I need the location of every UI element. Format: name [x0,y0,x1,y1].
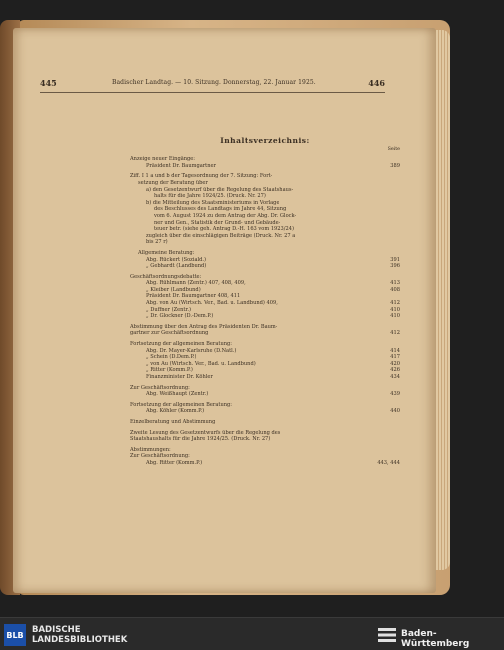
toc-line-text: Abg. Weißhaupt (Zentr.) [146,391,209,398]
toc-line [130,300,400,307]
toc-line-page: 434 [390,374,400,380]
toc-line-text: Staatshaushalts für die Jahre 1924/25. (Druck. Nr. 27) [130,436,271,443]
toc-line [130,436,400,443]
toc-line-page: 391 [390,256,400,263]
toc-line-text: des Beschlusses des Landtags im Jahre 44, Sitzung [154,206,287,213]
toc-line-text: Zur Geschäftsordnung: [130,384,190,391]
toc-line-page: 443, 444 [377,459,400,466]
toc-line-page: 417 [390,354,400,361]
toc-line-text: „ Schein (D.Dem.P.) [146,354,197,361]
toc-line-text: Fortsetzung der allgemeinen Beratung: [130,401,232,408]
toc-line [130,453,400,460]
toc-line [130,391,400,398]
toc-line-text: Anzeige neuer Eingänge: [130,156,196,163]
toc-line [130,385,400,392]
toc-line-page: 426 [390,367,400,374]
toc-line-page [396,180,400,187]
toc-line-text: Abg. Köhler (Komm.P.) [146,408,205,415]
toc-line [130,293,400,300]
toc-line-text: Abg. Ritter (Komm.P.) [146,459,203,466]
toc-line [130,361,400,368]
toc-line-page: 439 [390,391,400,398]
toc-line [130,367,400,374]
toc-line [130,180,400,187]
toc-line [130,447,400,454]
toc-line-page: 414 [390,347,400,354]
toc-line-page: 413 [390,280,400,287]
toc-line [130,220,400,227]
toc-line-page: 420 [390,360,400,367]
toc-line-text: b) die Mitteilung des Staatsministeriums in Vorlage [146,199,280,206]
toc-line [130,348,400,355]
toc-line [130,324,400,331]
toc-line-page: 396 [390,263,400,270]
toc-content [130,138,400,467]
toc-line-text: Ziff. I 1 a und b der Tagesordnung der 7. Sitzung: Fort- [130,173,273,180]
toc-line-text: „ von Au (Wirtsch. Ver., Bad. u. Landbund) [146,360,256,367]
toc-line [130,213,400,220]
toc-line-text: zugleich über die einschlägigen Beiträge (Druck. Nr. 27 a [146,232,296,239]
toc-line [130,250,400,257]
toc-line [130,307,400,314]
toc-line-text: Allgemeine Beratung: [138,249,195,256]
toc-line-page [396,226,400,233]
toc-line [130,313,400,320]
toc-line-text: Abg. Rückert (Soziald.) [146,256,206,263]
toc-line-text: „ Dr. Glockner (D.-Dem.P.) [146,313,214,320]
toc-line [130,354,400,361]
toc-line-page: 410 [390,306,400,313]
toc-line-page [396,233,400,240]
toc-line [130,430,400,437]
toc-line-page [396,173,400,180]
toc-line-text: halts für die Jahre 1924/25. (Druck. Nr. 27) [154,193,266,200]
toc-line [130,193,400,200]
toc-line [130,330,400,337]
toc-line-text: setzung der Beratung über [138,179,208,186]
toc-line-text: teuer betr. (siehe geh. Antrag D.-H. 163 vom 1923/24) [154,226,294,233]
toc-line-page [396,293,400,300]
toc-line-text: „ Ritter (Komm.P.) [146,367,193,374]
toc-line-text: Abstimmungen: [130,446,171,453]
toc-line-page [396,200,400,207]
toc-line-text: Abstimmung über den Antrag des Präsidenten Dr. Baum- [130,323,278,330]
toc-line-page [396,274,400,281]
toc-line-page [396,430,400,437]
toc-line-text: vom 6. August 1924 zu dem Antrag der Abg. Dr. Glock- [154,212,297,219]
toc-line-text: Präsident Dr. Baumgartner [146,162,216,169]
toc-line-text: Präsident Dr. Baumgartner 408, 411 [146,293,241,300]
toc-line-page [396,206,400,213]
toc-line-text: Finanzminister Dr. Köhler [146,374,213,380]
toc-line [130,402,400,409]
toc-line-text: Zweite Lesung des Gesetzentwurfs über die Regelung des [130,429,281,436]
blb-logo-icon[interactable]: BLB [4,624,26,646]
toc-line-page [396,447,400,454]
toc-line-page: 412 [390,300,400,307]
toc-line-page [396,187,400,194]
toc-line-text: „ Gebhardt (Landbund) [146,263,207,270]
toc-line [130,239,400,246]
toc-line-page [396,341,400,348]
toc-line [130,187,400,194]
toc-line-page [396,402,400,409]
page-header [40,78,385,90]
toc-line-text: bis 27 r) [146,239,168,246]
toc-line-page [396,220,400,227]
toc-line [130,173,400,180]
toc-line [130,257,400,264]
toc-line-page: 440 [390,408,400,415]
toc-line [130,280,400,287]
toc-line [130,419,400,426]
toc-line-text: Fortsetzung der allgemeinen Beratung: [130,341,232,348]
toc-line-text: Zur Geschäftsordnung: [130,453,190,460]
page-number-left: 445 [40,78,57,88]
toc-line [130,233,400,240]
toc-line-text: Abg. Dr. Mayer-Karlsruhe (D.Natl.) [146,347,237,354]
toc-line [130,200,400,207]
toc-line [130,226,400,233]
page-number-right: 446 [368,78,385,88]
header-rule [40,92,385,93]
toc-line-text: ner und Gen., Statistik der Grund- und Gebäude- [154,219,281,226]
toc-line [130,274,400,281]
toc-line-page [396,385,400,392]
state-name[interactable]: Baden-Württemberg [401,629,470,649]
lions-coat-of-arms-icon [378,627,396,643]
toc-line-page [396,324,400,331]
toc-line-page [396,453,400,460]
toc-lines [130,156,400,466]
toc-line-text: Abg. von Au (Wirtsch. Ver., Bad. u. Landbund) 409, [146,300,278,307]
toc-line [130,287,400,294]
toc-line-page [396,419,400,426]
toc-line-page [396,250,400,257]
toc-line-text: „ Kleiber (Landbund) [146,286,201,293]
toc-line [130,206,400,213]
toc-line-page: 410 [390,313,400,320]
library-name-line2: LANDESBIBLIOTHEK [32,635,128,645]
toc-line-page [396,156,400,163]
toc-title: Inhaltsverzeichnis: [220,136,310,145]
running-head: Badischer Landtag. — 10. Sitzung. Donnerstag, 22. Januar 1925. [112,79,316,86]
toc-line-text: Abg. Rühlmann (Zentr.) 407, 408, 409, [146,280,246,287]
toc-line [130,163,400,170]
library-name[interactable] [32,625,127,645]
toc-line-text: Geschäftsordnungsdebatte: [130,273,202,280]
toc-line-text: gartner zur Geschäftsordnung [130,330,209,337]
library-name-line1: BADISCHE [32,625,81,635]
toc-line-page [396,436,400,443]
toc-line [130,408,400,415]
toc-line-page: 389 [390,162,400,169]
toc-line [130,263,400,270]
toc-line-text: Einzelberatung und Abstimmung [130,418,216,425]
toc-line [130,156,400,163]
toc-line-page [396,213,400,220]
toc-line-page: 408 [390,286,400,293]
toc-line-page: 412 [390,330,400,337]
toc-line [130,460,400,467]
toc-line-page [396,239,400,246]
toc-line [130,341,400,348]
toc-line-text: „ Duffner (Zentr.) [146,306,191,313]
toc-line [130,374,400,381]
toc-line-page [396,193,400,200]
page-column-label: Seite [387,146,400,152]
toc-line-text: a) den Gesetzentwurf über die Regelung des Staatshaus- [146,186,294,193]
footer-bar [0,617,504,650]
